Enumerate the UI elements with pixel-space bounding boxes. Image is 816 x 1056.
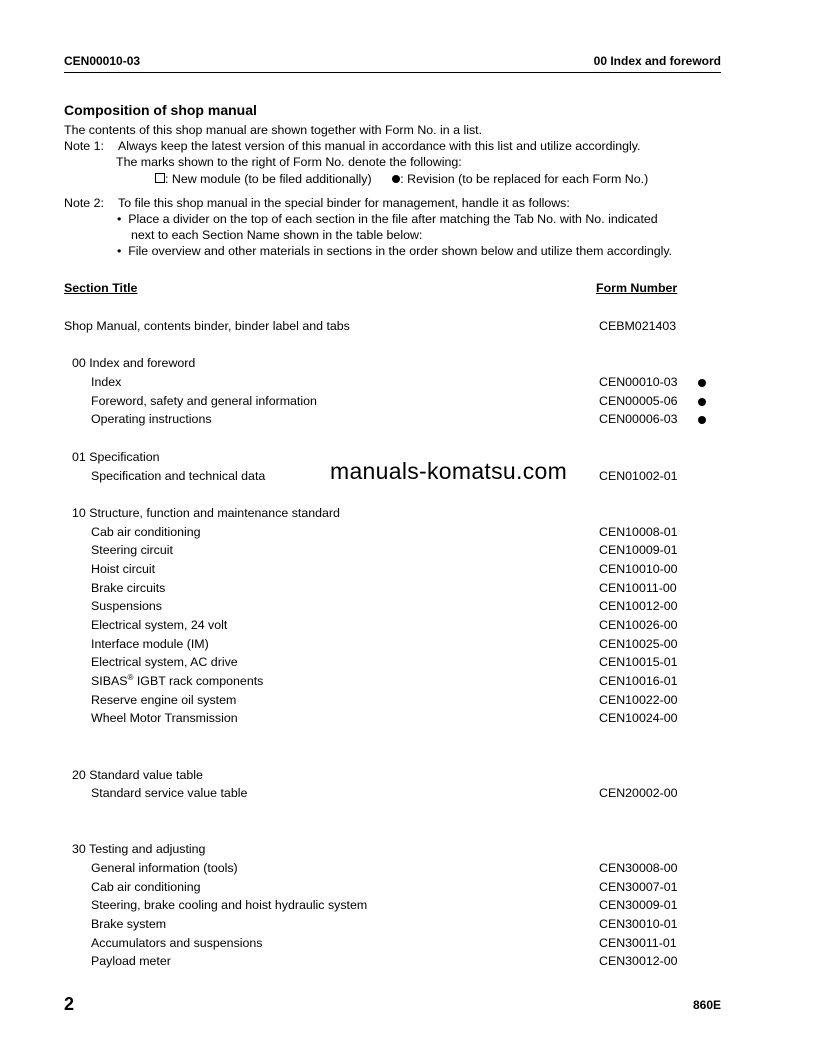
toc-row bbox=[64, 784, 724, 803]
toc-row bbox=[64, 934, 724, 953]
marks-legend bbox=[64, 171, 724, 187]
note-2-label: Note 2: bbox=[64, 195, 104, 210]
row-form-number: CEN20002-00 bbox=[599, 786, 678, 801]
toc-row bbox=[64, 672, 724, 691]
new-module-square-icon bbox=[155, 173, 165, 183]
row-title-text: Brake system bbox=[91, 917, 167, 931]
row-title-text: Cab air conditioning bbox=[91, 879, 201, 894]
row-form-number: CEN10015-01 bbox=[599, 655, 678, 670]
row-form-number: CEN01002-01 bbox=[599, 468, 678, 483]
toc-row bbox=[64, 896, 724, 915]
note-1-text: Always keep the latest version of this manual in accordance with this list and utilize accordingly. bbox=[118, 139, 641, 154]
header-rule bbox=[64, 72, 721, 73]
spacer bbox=[64, 822, 724, 841]
row-title bbox=[91, 560, 155, 579]
row-title bbox=[91, 410, 212, 429]
toc-row bbox=[64, 691, 724, 710]
row-title-text: Suspensions bbox=[91, 599, 162, 614]
mark-revision-label: : Revision (to be replaced for each Form No.) bbox=[400, 171, 649, 186]
row-title-text: Electrical system, 24 volt bbox=[91, 618, 228, 632]
row-title bbox=[91, 859, 238, 878]
spacer bbox=[64, 429, 724, 448]
section-title: 00 Index and foreword bbox=[72, 356, 196, 371]
header-form-number: CEN00010-03 bbox=[64, 54, 141, 68]
intro-text bbox=[64, 122, 724, 260]
revision-dot-icon bbox=[698, 416, 706, 424]
row-title bbox=[91, 709, 238, 728]
spacer bbox=[64, 803, 724, 822]
section-row bbox=[64, 448, 724, 467]
note-2-text: To file this shop manual in the special binder for management, handle it as follows: bbox=[118, 195, 570, 210]
toc-row bbox=[64, 653, 724, 672]
section-title: 20 Standard value table bbox=[72, 767, 203, 782]
row-title-text: Standard service value table bbox=[91, 786, 248, 801]
page-number: 2 bbox=[64, 994, 75, 1014]
revision-dot-icon bbox=[698, 398, 706, 406]
row-form-number: CEN10009-01 bbox=[599, 543, 678, 558]
row-title-text: Interface module (IM) bbox=[91, 636, 209, 651]
row-form-number: CEN30011-01 bbox=[599, 935, 677, 950]
row-title bbox=[91, 915, 166, 934]
toc-row bbox=[64, 317, 724, 336]
toc-row bbox=[64, 709, 724, 728]
spacer bbox=[64, 336, 724, 355]
row-form-number: CEN10016-01 bbox=[599, 674, 678, 689]
toc-row bbox=[64, 560, 724, 579]
row-title-text: Index bbox=[91, 375, 122, 390]
toc-row bbox=[64, 859, 724, 878]
row-title bbox=[91, 896, 367, 915]
row-title-text: Payload meter bbox=[91, 954, 171, 969]
row-title bbox=[91, 373, 121, 392]
note-1-line-2: The marks shown to the right of Form No. denote the following: bbox=[116, 155, 462, 170]
row-form-number: CEN30008-00 bbox=[599, 860, 678, 875]
row-title-text: Accumulators and suspensions bbox=[91, 935, 263, 950]
toc-row bbox=[64, 523, 724, 542]
toc-row bbox=[64, 635, 724, 654]
bullet-1: • Place a divider on the top of each section in the file after matching the Tab No. with No. indicated bbox=[117, 212, 658, 227]
mark-new-label: : New module (to be filed additionally) bbox=[165, 171, 372, 186]
bullet-1-cont: next to each Section Name shown in the table below: bbox=[131, 228, 423, 243]
row-form-number: CEN10026-00 bbox=[599, 618, 678, 632]
row-form-number: CEN10008-01 bbox=[599, 524, 678, 539]
row-form-number: CEN30009-01 bbox=[599, 898, 678, 913]
note-2 bbox=[64, 195, 724, 211]
row-title: Shop Manual, contents binder, binder label and tabs bbox=[64, 319, 350, 333]
row-title bbox=[91, 579, 165, 598]
row-title-text: SIBAS bbox=[91, 674, 128, 689]
row-form-number: CEN10024-00 bbox=[599, 711, 678, 726]
toc-row bbox=[64, 952, 724, 971]
row-title bbox=[91, 672, 263, 691]
spacer bbox=[64, 747, 724, 766]
section-title: 01 Specification bbox=[72, 449, 160, 464]
row-title-text: Electrical system, AC drive bbox=[91, 655, 238, 670]
row-title-text: Specification and technical data bbox=[91, 468, 266, 483]
spacer bbox=[64, 485, 724, 504]
toc-row bbox=[64, 467, 724, 486]
row-form-number: CEN10022-00 bbox=[599, 692, 678, 707]
form-number-header: Form Number bbox=[596, 281, 678, 295]
bullet-2: • File overview and other materials in sections in the order shown below and utilize them accordingly. bbox=[117, 244, 673, 259]
row-title bbox=[91, 467, 265, 486]
row-title bbox=[91, 635, 209, 654]
section-title-header: Section Title bbox=[64, 281, 138, 295]
row-title-text: Brake circuits bbox=[91, 580, 166, 595]
row-title-text: Steering circuit bbox=[91, 543, 173, 558]
toc-row bbox=[64, 616, 724, 635]
row-title-rest: IGBT rack components bbox=[133, 674, 264, 689]
row-title-text: Foreword, safety and general information bbox=[91, 393, 317, 408]
row-form-number: CEBM021403 bbox=[599, 319, 677, 333]
row-form-number: CEN10025-00 bbox=[599, 636, 678, 651]
toc-row bbox=[64, 878, 724, 897]
row-form-number: CEN00006-03 bbox=[599, 412, 678, 427]
page-title: Composition of shop manual bbox=[64, 102, 257, 118]
note-1-label: Note 1: bbox=[64, 139, 104, 154]
row-title bbox=[91, 616, 227, 635]
row-form-number: CEN30007-01 bbox=[599, 879, 678, 894]
row-title bbox=[91, 541, 173, 560]
toc-row bbox=[64, 915, 724, 934]
row-title bbox=[91, 878, 201, 897]
row-title bbox=[91, 691, 236, 710]
row-form-number: CEN30012-00 bbox=[599, 954, 678, 969]
row-form-number: CEN10012-00 bbox=[599, 599, 678, 614]
toc-row bbox=[64, 579, 724, 598]
row-title bbox=[91, 523, 201, 542]
row-title bbox=[91, 934, 263, 953]
toc-row bbox=[64, 597, 724, 616]
row-form-number: CEN00010-03 bbox=[599, 375, 678, 390]
toc-row bbox=[64, 410, 724, 429]
toc-row bbox=[64, 373, 724, 392]
row-form-number: CEN10011-00 bbox=[599, 580, 677, 595]
intro-line: The contents of this shop manual are shown together with Form No. in a list. bbox=[64, 123, 483, 137]
watermark: manuals-komatsu.com bbox=[330, 458, 568, 484]
row-title bbox=[91, 597, 162, 616]
bullet-2-text: File overview and other materials in sections in the order shown below and utilize them accordingly. bbox=[128, 244, 673, 259]
row-title bbox=[91, 784, 247, 803]
row-title bbox=[91, 952, 171, 971]
section-row bbox=[64, 504, 724, 523]
row-title-text: Hoist circuit bbox=[91, 561, 156, 576]
contents-table bbox=[64, 317, 724, 971]
row-title-text: Reserve engine oil system bbox=[91, 692, 237, 707]
revision-dot-icon bbox=[698, 379, 706, 387]
spacer bbox=[64, 728, 724, 747]
note-1 bbox=[64, 138, 724, 154]
row-title bbox=[91, 653, 238, 672]
toc-row bbox=[64, 392, 724, 411]
section-title: 10 Structure, function and maintenance standard bbox=[72, 505, 340, 520]
row-title-text: Wheel Motor Transmission bbox=[91, 711, 238, 726]
row-title-text: Steering, brake cooling and hoist hydraulic system bbox=[91, 898, 368, 913]
section-title: 30 Testing and adjusting bbox=[72, 842, 206, 857]
toc-row bbox=[64, 541, 724, 560]
registered-mark: ® bbox=[127, 672, 134, 682]
row-form-number: CEN00005-06 bbox=[599, 393, 678, 408]
row-title bbox=[91, 392, 317, 411]
section-row bbox=[64, 354, 724, 373]
section-row bbox=[64, 840, 724, 859]
row-form-number: CEN10010-00 bbox=[599, 561, 678, 576]
header-section: 00 Index and foreword bbox=[593, 54, 721, 68]
section-row bbox=[64, 766, 724, 785]
row-title-text: General information (tools) bbox=[91, 860, 238, 875]
row-form-number: CEN30010-01 bbox=[599, 917, 678, 931]
model-number: 860E bbox=[692, 998, 721, 1012]
row-title-text: Operating instructions bbox=[91, 412, 212, 427]
row-title-text: Cab air conditioning bbox=[91, 524, 201, 539]
bullet-1-text: Place a divider on the top of each section in the file after matching the Tab No. with No. indicated bbox=[128, 212, 658, 227]
